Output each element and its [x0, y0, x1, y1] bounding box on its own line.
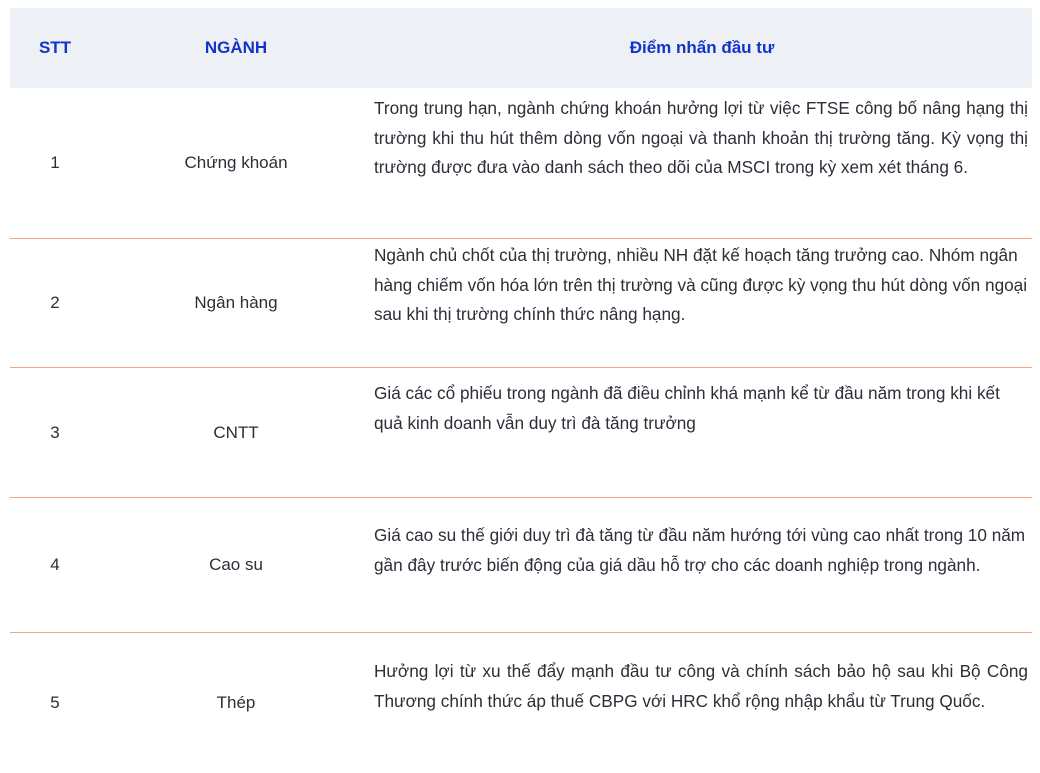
- table-row: [10, 633, 1032, 773]
- row-stt: 2: [50, 293, 60, 312]
- row-diem: Giá cao su thế giới duy trì đà tăng từ đầu năm hướng tới vùng cao nhất trong 10 năm gần đây trước biến động của giá dầu hỗ trợ cho các doanh nghiệp trong ngành.: [374, 525, 1026, 575]
- row-diem: Hưởng lợi từ xu thế đẩy mạnh đầu tư công và chính sách bảo hộ sau khi Bộ Công Thương chính thức áp thuế CBPG với HRC khổ rộng nhập khẩu từ Trung Quốc.: [374, 661, 1028, 711]
- row-stt: 4: [50, 555, 60, 574]
- row-diem-cell: [372, 88, 1032, 238]
- row-diem-cell: [372, 633, 1032, 773]
- header-nganh: NGÀNH: [204, 38, 268, 57]
- row-stt: 1: [50, 153, 60, 172]
- investment-table: [10, 8, 1032, 773]
- row-nganh: Cao su: [209, 555, 263, 574]
- row-stt: 3: [50, 422, 60, 442]
- row-diem-cell: [372, 368, 1032, 497]
- table-row: [10, 239, 1032, 368]
- row-nganh: Thép: [216, 693, 256, 712]
- row-diem: Trong trung hạn, ngành chứng khoán hưởng lợi từ việc FTSE công bố nâng hạng thị trường khi thu hút thêm dòng vốn ngoại và thanh khoản thị trường tăng. Kỳ vọng thị trường được đưa vào danh sách theo dõi của MSCI trong kỳ xem xét tháng 6.: [374, 98, 1028, 177]
- row-nganh: CNTT: [213, 422, 259, 442]
- row-nganh: Chứng khoán: [184, 153, 288, 172]
- row-diem-cell: [372, 498, 1032, 632]
- row-diem-cell: [372, 239, 1032, 367]
- header-stt: STT: [38, 38, 72, 57]
- row-nganh: Ngân hàng: [194, 293, 278, 312]
- header-diem: Điểm nhấn đầu tư: [629, 38, 775, 57]
- table-row: [10, 498, 1032, 633]
- table-row: [10, 88, 1032, 239]
- table-header-row: [10, 8, 1032, 88]
- row-stt: 5: [50, 693, 60, 712]
- row-diem: Ngành chủ chốt của thị trường, nhiều NH đặt kế hoạch tăng trưởng cao. Nhóm ngân hàng chiếm vốn hóa lớn trên thị trường và cũng được kỳ vọng thu hút dòng vốn ngoại sau khi thị trường chính thức nâng hạng.: [374, 245, 1028, 324]
- table-row: [10, 368, 1032, 498]
- row-diem: Giá các cổ phiếu trong ngành đã điều chỉnh khá mạnh kể từ đầu năm trong khi kết quả kinh doanh vẫn duy trì đà tăng trưởng: [374, 383, 1000, 433]
